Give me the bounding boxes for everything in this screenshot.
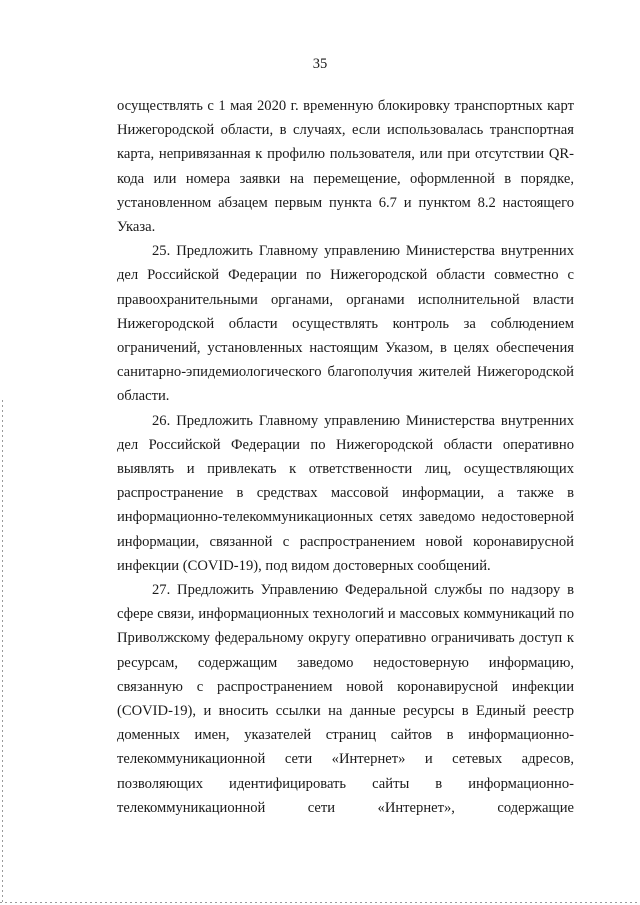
document-body [117, 94, 574, 820]
page-number: 35 [312, 56, 328, 72]
scan-edge-bottom [0, 902, 640, 903]
paragraph-25: 25. Предложить Главному управлению Министерства внутренних дел Российской Федерации по Нижегородской области совместно с правоохранительными органами, органами исполнительной власти Нижегородской области осуществлять контроль за соблюдением ограничений, установленных настоящим Указом, в целях обеспечения санитарно-эпидемиологического благополучия жителей Нижегородской области. [117, 243, 574, 405]
scan-edge-left [2, 400, 3, 905]
paragraph-continuation: осуществлять с 1 мая 2020 г. временную блокировку транспортных карт Нижегородской области, в случаях, если использовалась транспортная карта, непривязанная к профилю пользователя, или при отсутствии QR-кода или номера заявки на перемещение, оформленной в порядке, установленном абзацем первым пункта 6.7 и пунктом 8.2 настоящего Указа. [117, 98, 574, 236]
paragraph-27: 27. Предложить Управлению Федеральной службы по надзору в сфере связи, информационных технологий и массовых коммуникаций по Приволжскому федеральному округу оперативно ограничивать доступ к ресурсам, содержащим заведомо недостоверную информацию, связанную с распространением новой коронавирусной инфекции (COVID-19), и вносить ссылки на данные ресурсы в Единый реестр доменных имен, указателей страниц сайтов в информационно-телекоммуникационной сети «Интернет» и сетевых адресов, позволяющих идентифицировать сайты в информационно-телекоммуникационной сети «Интернет», содержащие [117, 582, 574, 816]
paragraph-26: 26. Предложить Главному управлению Министерства внутренних дел Российской Федерации по Нижегородской области оперативно выявлять и привлекать к ответственности лиц, осуществляющих распространение в средствах массовой информации, а также в информационно-телекоммуникационных сетях заведомо недостоверной информации, связанной с распространением новой коронавирусной инфекции (COVID-19), под видом достоверных сообщений. [117, 412, 574, 574]
